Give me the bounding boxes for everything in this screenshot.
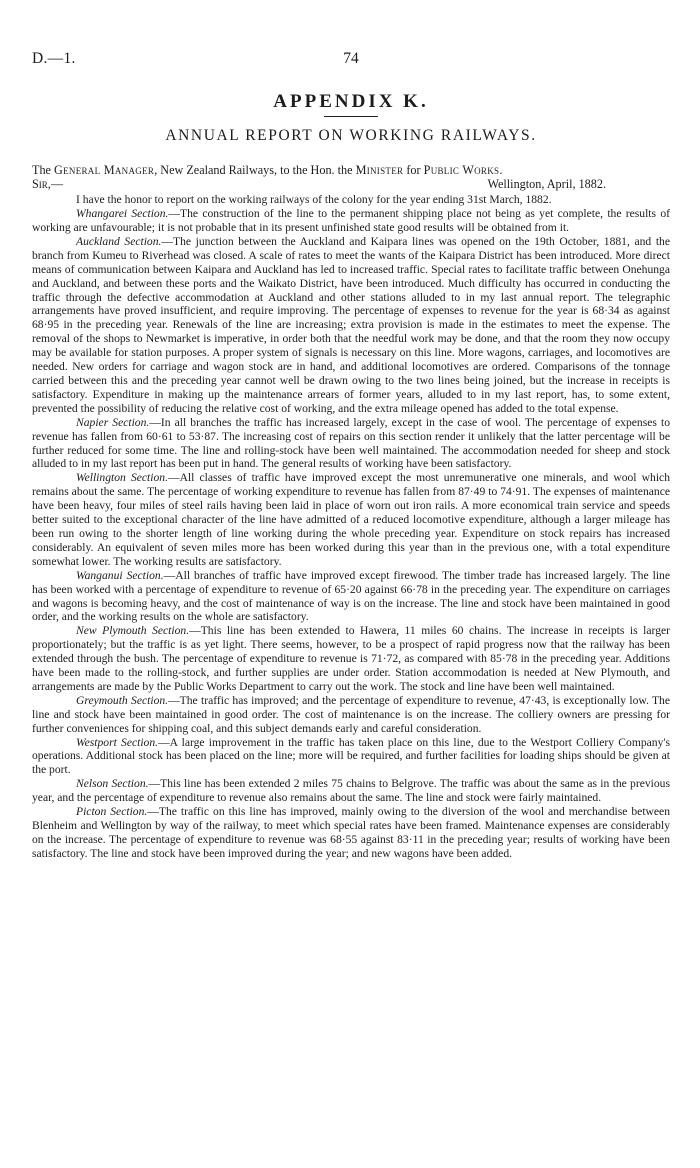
section-heading: Wellington Section. xyxy=(76,471,168,485)
paragraph-nelson xyxy=(32,777,670,805)
section-heading: Napier Section. xyxy=(76,415,150,429)
addressee-text-3: for xyxy=(403,162,424,177)
paragraph-text: —The traffic has improved; and the percentage of expenditure to revenue, 47·43, is exceptionally low. The line and stock have been maintained in good order. The cost of maintenance is on the increase. The colliery owners are pressing for further conveniences for shipping coal, and this subject demands early and careful consideration. xyxy=(32,693,670,735)
paragraph-text: —A large improvement in the traffic has taken place on this line, due to the Westport Colliery Company's operations. Additional stock has been placed on the line; more will be required, and further facilities for loading ships should be given at the port. xyxy=(32,735,670,777)
paragraph-whangarei xyxy=(32,207,670,235)
section-heading: Auckland Section. xyxy=(76,234,162,248)
addressee-minister: Minister xyxy=(355,162,404,177)
section-heading: New Plymouth Section. xyxy=(76,624,190,638)
paragraph-text: —The junction between the Auckland and Kaipara lines was opened on the 19th October, 1881, and the branch from Kumeu to Riverhead was closed. A scale of rates to meet the wants of the Kaipara District has been introduced. More direct means of communication between Kaipara and Auckland has led to increased traffic. Special rates to facilitate traffic between Onehunga and Auckland, and between these ports and the Waikato District, have been introduced. Much difficulty has occurred in conducting the traffic through the defective accommodation at Auckland and other stations alluded to in my last annual report. The telegraphic arrangements have proved insufficient, and require improving. The percentage of expenses to revenue for the year is 68·34 as against 68·95 in the preceding year. Renewals of the line are increasing; extra provision is made in the estimates to meet the expense. The removal of the shops to Newmarket is imperative, in order both that the needful work may be done, and that the room they now occupy may be available for station purposes. A proper system of signals is necessary on this line. More wagons, carriages, and locomotives are needed. New orders for carriage and wagon stock are in hand, and additional locomotives are ordered. Comparisons of the tonnage carried between this and the preceding year cannot well be drawn owing to the two lines being joined, but the increase in receipts is satisfactory. Expenditure in making up the maintenance arrears of former years, alluded to in my last report, has, to some extent, prevented the possibility of reducing the relative cost of working, and the extra mileage opened has added to the total expense. xyxy=(32,234,670,415)
place-date: Wellington, April, 1882. xyxy=(487,177,606,192)
section-heading: Nelson Section. xyxy=(76,777,149,791)
document-reference: D.—1. xyxy=(32,50,76,67)
paragraph-auckland xyxy=(32,235,670,416)
paragraph-text: —The construction of the line to the permanent shipping place not being as yet complete, the results of working are unfavourable; it is not probable that in its present unfinished state good results will be obtained from it. xyxy=(32,207,670,235)
addressee-public-works: Public Works xyxy=(423,162,500,177)
section-heading: Greymouth Section. xyxy=(76,693,169,707)
paragraph-intro xyxy=(32,193,670,207)
paragraph-wanganui xyxy=(32,569,670,625)
report-title: ANNUAL REPORT ON WORKING RAILWAYS. xyxy=(165,127,537,144)
report-body xyxy=(32,193,670,861)
paragraph-text: —In all branches the traffic has increased largely, except in the case of wool. The percentage of expenses to revenue has fallen from 60·61 to 53·87. The increasing cost of repairs on this section render it unlikely that the latter percentage will be further reduced for some time. The line and rolling-stock have been well maintained. The accommodation needed for sheep and stock alluded to in my last report has been put in hand. The general results of working have been satisfactory. xyxy=(32,415,670,471)
paragraph-greymouth xyxy=(32,694,670,736)
paragraph-text: —All classes of traffic have improved except the most unremunerative one minerals, and wool which remains about the same. The percentage of working expenditure to revenue has fallen from 87·49 to 74·91. The expenses of maintenance have been heavy, four miles of steel rails having been laid in place of worn out iron rails. A more economical train service and speeds better suited to the exceptional character of the line have admitted of a reduced locomotive expenditure, although a larger mileage has been run owing to the shorter length of line working during the whole preceding year. Expenditure on stock repairs has increased considerably. An equivalent of seven miles more has been worked during this year than in the previous one, with a total expenditure somewhat lower. The working results are satisfactory. xyxy=(32,471,670,568)
page-header xyxy=(32,50,670,72)
appendix-title: APPENDIX K. xyxy=(273,91,429,112)
section-heading: Whangarei Section. xyxy=(76,207,169,221)
paragraph-text: —This line has been extended 2 miles 75 chains to Belgrove. The traffic was about the same as in the previous year, and the percentage of expenditure to revenue also remains about the same. The line and stock were fairly maintained. xyxy=(32,777,670,805)
paragraph-text: —All branches of traffic have improved except firewood. The timber trade has increased largely. The line has been worked with a percentage of expenditure to revenue of 65·20 against 66·78 in the preceding year. The expenditure on carriages and wagons is becoming heavy, and the cost of maintenance of way is on the increase. The line and stock have been maintained in good order, and the working results on the whole are satisfactory. xyxy=(32,568,670,624)
paragraph-picton xyxy=(32,805,670,861)
paragraph-text: —The traffic on this line has improved, mainly owing to the diversion of the wool and merchandise between Blenheim and Wellington by way of the railway, to meet which special rates have been framed. Maintenance expenses are considerably on the increase. The percentage of expenditure to revenue was 68·55 against 83·11 in the preceding year; results of working have been satisfactory. The line and stock have been improved during the year; and new wagons have been added. xyxy=(32,805,670,860)
section-heading: Picton Section. xyxy=(76,805,148,819)
section-heading: Wanganui Section. xyxy=(76,568,164,582)
page-number: 74 xyxy=(343,50,359,67)
section-heading: Westport Section. xyxy=(76,735,159,749)
document-page xyxy=(32,50,670,861)
addressee-text-4: . xyxy=(499,162,503,177)
title-rule xyxy=(324,116,378,117)
addressee-general-manager: General Manager xyxy=(54,162,155,177)
paragraph-new-plymouth xyxy=(32,624,670,694)
paragraph-wellington xyxy=(32,471,670,568)
salutation-line xyxy=(32,177,670,193)
salutation: Sir,— xyxy=(32,177,64,192)
addressee-text-1: The xyxy=(32,162,54,177)
addressee-text-2: , New Zealand Railways, to the Hon. the xyxy=(154,162,356,177)
paragraph-text: —This line has been extended to Hawera, 11 miles 60 chains. The increase in receipts is larger proportionately; but the traffic is as yet light. There seems, however, to be a prospect of rapid progress now that the railway has been extended through the bush. The percentage of expenditure to revenue is 71·72, as compared with 85·78 in the preceding year. Additions have been made to the rolling-stock, and further supplies are under order. Station accommodation is needed at New Plymouth, and arrangements are made by the Public Works Department to carry out the work. The stock and line have been well maintained. xyxy=(32,624,670,693)
paragraph-westport xyxy=(32,736,670,778)
paragraph-text: I have the honor to report on the working railways of the colony for the year ending 31st March, 1882. xyxy=(76,193,552,207)
addressee-line xyxy=(32,163,670,178)
paragraph-napier xyxy=(32,416,670,472)
